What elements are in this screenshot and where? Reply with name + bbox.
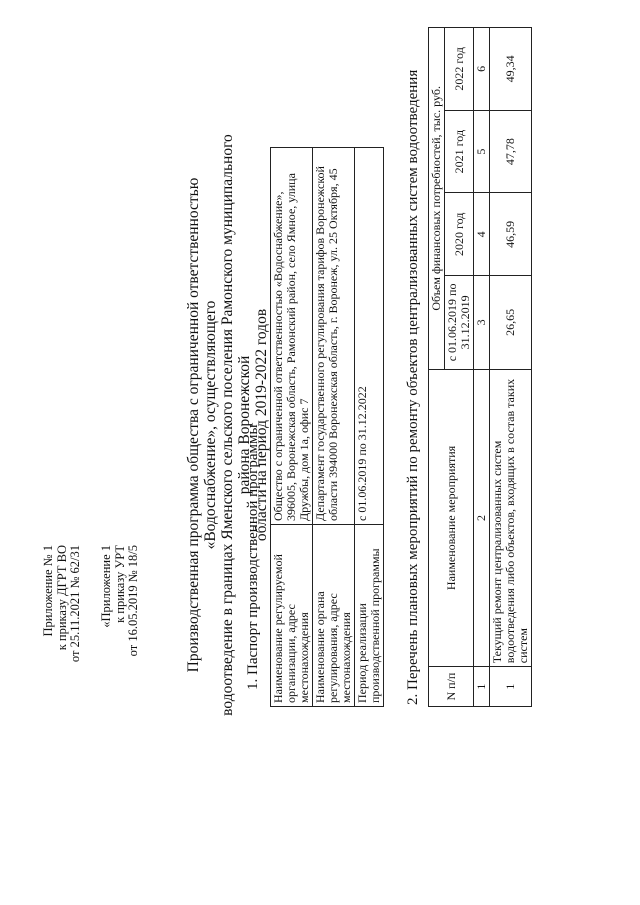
table-row xyxy=(490,28,532,707)
appendix-note-1 xyxy=(42,545,83,662)
passport-value-organization: Общество с ограниченной ответственностью «Водоснабжение», 396005, Воронежская область, Рамонский район, село Ямное, улица Дружбы, дом 1а, офис 7 xyxy=(271,148,313,525)
measure-value-2021: 47,78 xyxy=(490,110,532,193)
column-number: 6 xyxy=(474,28,490,111)
header-period-2021: 2021 год xyxy=(445,110,474,193)
measure-value-2020: 46,59 xyxy=(490,193,532,276)
title-line-3: области на период 2019-2022 годов xyxy=(253,308,270,542)
column-number: 2 xyxy=(474,369,490,667)
appendix-2-line-1: «Приложение 1 xyxy=(99,545,113,628)
table-header-row xyxy=(429,28,445,707)
measure-num: 1 xyxy=(490,667,532,707)
column-number: 5 xyxy=(474,110,490,193)
passport-table xyxy=(270,147,384,707)
header-period-2019: с 01.06.2019 по 31.12.2019 xyxy=(445,276,474,369)
section-1-title: 1. Паспорт производственной программы xyxy=(245,424,261,690)
column-number: 3 xyxy=(474,276,490,369)
column-number: 1 xyxy=(474,667,490,707)
passport-value-regulator: Департамент государственного регулирования тарифов Воронежской области 394000 Воронежская область, г. Воронеж, ул. 25 Октября, 45 xyxy=(313,148,355,525)
appendix-1-line-3: от 25.11.2021 № 62/31 xyxy=(68,545,82,663)
header-num: N п/п xyxy=(429,667,474,707)
table-row xyxy=(271,148,313,707)
title-line-1: Производственная программа общества с ограниченной ответственностью «Водоснабжение», осуществляющего xyxy=(185,177,219,673)
appendix-1-line-2: к приказу ДГРТ ВО xyxy=(54,545,69,651)
measure-name: Текущий ремонт централизованных систем водоотведения либо объектов, входящих в состав таких систем xyxy=(490,369,532,667)
appendix-2-line-2: к приказу УРТ xyxy=(112,545,127,623)
appendix-1-line-1: Приложение № 1 xyxy=(41,545,55,637)
header-financial-volume: Объем финансовых потребностей, тыс. руб. xyxy=(429,28,445,370)
header-measure-name: Наименование мероприятия xyxy=(429,369,474,667)
table-row xyxy=(313,148,355,707)
header-period-2022: 2022 год xyxy=(445,28,474,111)
measure-value-2019: 26,65 xyxy=(490,276,532,369)
passport-label-organization: Наименование регулируемой организации, адрес местонахождения xyxy=(271,525,313,707)
table-row xyxy=(355,148,384,707)
header-period-2020: 2020 год xyxy=(445,193,474,276)
passport-value-period: с 01.06.2019 по 31.12.2022 xyxy=(355,148,384,525)
title-line-2: водоотведение в границах Яменского сельского поселения Рамонского муниципального района Воронежской xyxy=(219,134,253,716)
column-number: 4 xyxy=(474,193,490,276)
column-number-row xyxy=(474,28,490,707)
appendix-note-2 xyxy=(100,545,141,656)
section-2-title: 2. Перечень плановых мероприятий по ремонту объектов централизованных систем водоотведения xyxy=(405,69,421,705)
measure-value-2022: 49,34 xyxy=(490,28,532,111)
measures-table xyxy=(428,27,532,707)
appendix-2-line-3: от 16.05.2019 № 18/5 xyxy=(126,545,140,657)
passport-label-period: Период реализации производственной программы xyxy=(355,525,384,707)
passport-label-regulator: Наименование органа регулирования, адрес местонахождения xyxy=(313,525,355,707)
